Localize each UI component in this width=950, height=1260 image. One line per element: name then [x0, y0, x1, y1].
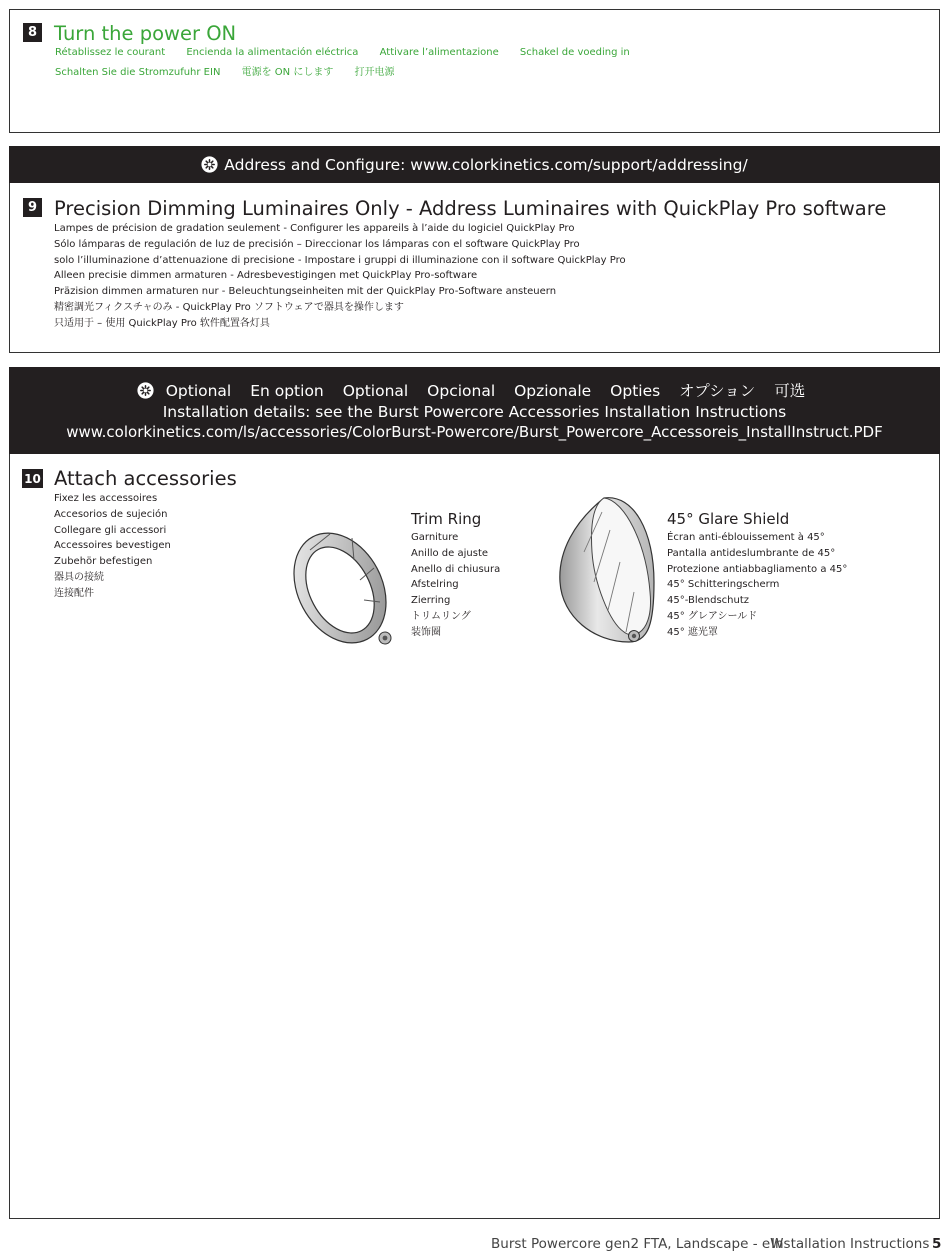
translation-zh: 只适用于 – 使用 QuickPlay Pro 软件配置各灯具 [54, 317, 270, 329]
installation-details-text: Installation details: see the Burst Powercore Accessories Installation Instructions [162, 402, 787, 421]
translation-nl: Alleen precisie dimmen armaturen - Adresbevestigingen met QuickPlay Pro-software [54, 270, 478, 282]
translation-es: Sólo lámparas de regulación de luz de precisión – Direccionar los lámparas con el software QuickPlay Pro [54, 238, 580, 250]
step-8-translations-row-1 [55, 47, 648, 58]
translation-zh: 打开电源 [354, 67, 395, 78]
gear-icon [201, 156, 218, 173]
optional-accessories-banner [9, 367, 940, 455]
step-8-title: Turn the power ON [54, 22, 237, 45]
address-banner-text: Address and Configure: www.colorkinetics.com/support/addressing/ [224, 156, 748, 174]
translation-it: Attivare l’alimentazione [379, 47, 499, 58]
translation-it: Anello di chiusura [411, 563, 501, 575]
step-number-badge: 8 [23, 23, 42, 42]
option-es: Opcional [427, 382, 496, 400]
translation-zh: 45° 遮光罩 [667, 626, 718, 638]
translation-ja: 電源を ON にします [241, 67, 334, 78]
step-10-translations [54, 491, 171, 602]
option-zh: 可选 [774, 382, 806, 400]
translation-es: Accesorios de sujeción [54, 508, 168, 520]
option-de: Optional [342, 382, 409, 400]
translation-nl: Accessoires bevestigen [54, 540, 171, 552]
translation-ja: 器具の接続 [54, 571, 104, 583]
translation-de: Zierring [411, 595, 451, 607]
translation-ja: 45° グレアシールド [667, 610, 758, 622]
accessories-pdf-link[interactable]: www.colorkinetics.com/ls/accessories/ColorBurst-Powercore/Burst_Powercore_Accessoreis_InstallInstruct.PDF [66, 423, 883, 441]
translation-es: Anillo de ajuste [411, 547, 489, 559]
translation-zh: 装饰圈 [411, 626, 441, 638]
translation-de: Präzision dimmen armaturen nur - Beleuchtungseinheiten mit der QuickPlay Pro-Software ansteuern [54, 286, 557, 298]
translation-zh: 连接配件 [54, 587, 94, 599]
glare-shield-title: 45° Glare Shield [667, 510, 790, 528]
trim-ring-translations [411, 530, 500, 641]
translation-nl: Afstelring [411, 579, 459, 591]
step-9-translations [54, 221, 626, 332]
page-number-value: 5 [932, 1236, 942, 1252]
option-en: Optional [165, 382, 232, 400]
footer-doc-type: Installation Instructions [771, 1236, 930, 1252]
translation-nl: 45° Schitteringscherm [667, 579, 780, 591]
gear-icon [137, 382, 154, 399]
option-nl: Opties [610, 382, 661, 400]
optional-languages-row [9, 381, 940, 402]
translation-fr: Lampes de précision de gradation seulement - Configurer les appareils à l’aide du logiciel QuickPlay Pro [54, 223, 575, 234]
glare-shield-illustration [554, 492, 664, 652]
translation-fr: Garniture [411, 532, 459, 543]
translation-it: solo l’illuminazione d’attenuazione di precisione - Impostare i gruppi di illuminazione con il software QuickPlay Pro [54, 254, 626, 266]
trim-ring-illustration [290, 520, 400, 650]
step-9-panel [9, 183, 940, 353]
glare-shield-translations [667, 530, 847, 641]
translation-es: Encienda la alimentación eléctrica [186, 47, 359, 58]
translation-it: Collegare gli accessori [54, 524, 167, 536]
footer-product-name: Burst Powercore gen2 FTA, Landscape - eW [491, 1236, 784, 1252]
step-number-badge: 10 [22, 469, 43, 488]
page-number [932, 1236, 941, 1252]
translation-de: Zubehör befestigen [54, 556, 153, 568]
option-ja: オプション [679, 382, 756, 400]
translation-fr: Écran anti-éblouissement à 45° [667, 532, 825, 543]
step-number-badge: 9 [23, 198, 42, 217]
translation-de: Schalten Sie die Stromzufuhr EIN [55, 67, 221, 78]
address-configure-banner [9, 146, 940, 184]
translation-nl: Schakel de voeding in [519, 47, 630, 58]
translation-ja: 精密調光フィクスチャのみ - QuickPlay Pro ソフトウェアで器具を操作します [54, 301, 404, 313]
step-8-translations-row-2 [55, 63, 413, 78]
step-9-title: Precision Dimming Luminaires Only - Address Luminaires with QuickPlay Pro software [54, 197, 887, 220]
step-8-panel [9, 9, 940, 133]
option-fr: En option [250, 382, 324, 400]
step-10-title: Attach accessories [54, 467, 237, 490]
translation-es: Pantalla antideslumbrante de 45° [667, 547, 836, 559]
translation-fr: Fixez les accessoires [54, 493, 158, 504]
step-10-panel [9, 454, 940, 1219]
translation-de: 45°-Blendschutz [667, 595, 750, 607]
translation-it: Protezione antiabbagliamento a 45° [667, 563, 848, 575]
option-it: Opzionale [514, 382, 592, 400]
trim-ring-title: Trim Ring [411, 510, 482, 528]
translation-fr: Rétablissez le courant [55, 47, 166, 58]
translation-ja: トリムリング [411, 610, 471, 622]
